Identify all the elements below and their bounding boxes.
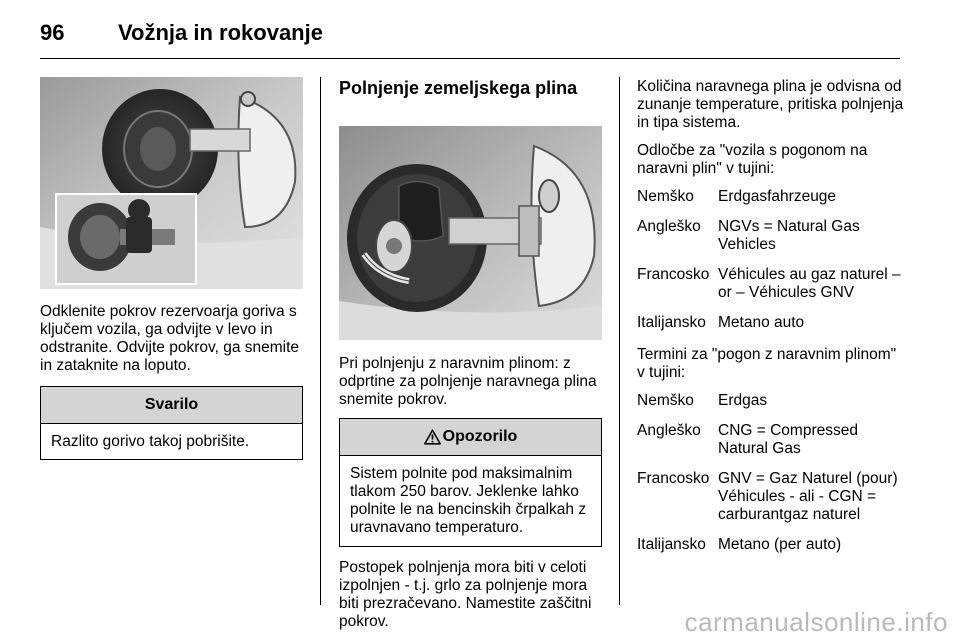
term-row <box>637 392 907 410</box>
term-value: GNV = Gaz Naturel (pour) Véhicules - ali - CGN = carburantgaz naturel <box>718 470 898 523</box>
term-row <box>637 218 907 254</box>
term-value: Véhicules au gaz naturel – or – Véhicules GNV <box>718 266 901 301</box>
term-language: Italijansko <box>637 314 706 331</box>
term-language: Nemško <box>637 392 694 409</box>
term-row <box>637 188 907 206</box>
term-value: NGVs = Natural Gas Vehicles <box>718 218 860 253</box>
caution-text: Razlito gorivo takoj pobrišite. <box>51 433 250 450</box>
site-watermark: carmanualsonline.info <box>684 607 948 637</box>
column-divider-right <box>619 77 620 605</box>
fuel-terms-table <box>637 392 907 554</box>
fuel-cap-key-illustration <box>40 77 303 289</box>
caution-title: Svarilo <box>41 387 302 424</box>
term-row <box>637 470 907 524</box>
cng-filler-illustration <box>339 126 602 340</box>
term-value: Metano (per auto) <box>718 536 842 553</box>
right-column <box>637 78 907 554</box>
left-column <box>40 77 303 460</box>
term-language: Angleško <box>637 422 701 439</box>
term-value: Erdgasfahrzeuge <box>718 188 837 205</box>
warning-box <box>339 418 602 547</box>
term-value: CNG = Compressed Natural Gas <box>718 422 858 457</box>
term-language: Francosko <box>637 470 710 487</box>
fuel-terms-intro: Termini za "pogon z naravnim plinom" v tujini: <box>637 346 897 381</box>
vehicles-terms-table <box>637 188 907 332</box>
page-number: 96 <box>40 20 65 45</box>
term-row <box>637 422 907 458</box>
chapter-title: Vožnja in rokovanje <box>118 20 323 45</box>
term-language: Francosko <box>637 266 710 283</box>
term-row <box>637 314 907 332</box>
middle-column <box>339 78 602 631</box>
caution-box <box>40 386 303 460</box>
warning-triangle-icon <box>424 429 441 445</box>
cng-intro: Pri polnjenju z naravnim plinom: z odprtine za polnjenje naravnega plina snemite pokrov. <box>339 355 597 408</box>
quantity-intro: Količina naravnega plina je odvisna od zunanje temperature, pritiska polnjenja in tipa sistema. <box>637 78 904 131</box>
column-divider-left <box>320 77 321 605</box>
warning-title: Opozorilo <box>442 428 518 445</box>
term-row <box>637 536 907 554</box>
section-heading: Polnjenje zemeljskega plina <box>339 78 578 98</box>
warning-text: Sistem polnite pod maksimalnim tlakom 250 barov. Jeklenke lahko polnite le na bencinskih črpalkah z uravnavano temperaturo. <box>350 465 587 536</box>
term-value: Erdgas <box>718 392 768 409</box>
page-header <box>40 20 900 60</box>
term-language: Italijansko <box>637 536 706 553</box>
unlock-instruction: Odklenite pokrov rezervoarja goriva s ključem vozila, ga odvijte v levo in odstranite. Odvijte pokrov, ga snemite in zataknite na loputo. <box>40 303 300 374</box>
term-language: Nemško <box>637 188 694 205</box>
term-language: Angleško <box>637 218 701 235</box>
term-row <box>637 266 907 302</box>
vehicles-terms-intro: Odločbe za "vozila s pogonom na naravni plin" v tujini: <box>637 142 868 177</box>
warning-header <box>340 419 601 456</box>
filling-closing-text: Postopek polnjenja mora biti v celoti izpolnjen - t.j. grlo za polnjenje mora biti prezračevano. Namestite zaščitni pokrov. <box>339 559 592 630</box>
header-divider <box>40 58 900 59</box>
term-value: Metano auto <box>718 314 805 331</box>
